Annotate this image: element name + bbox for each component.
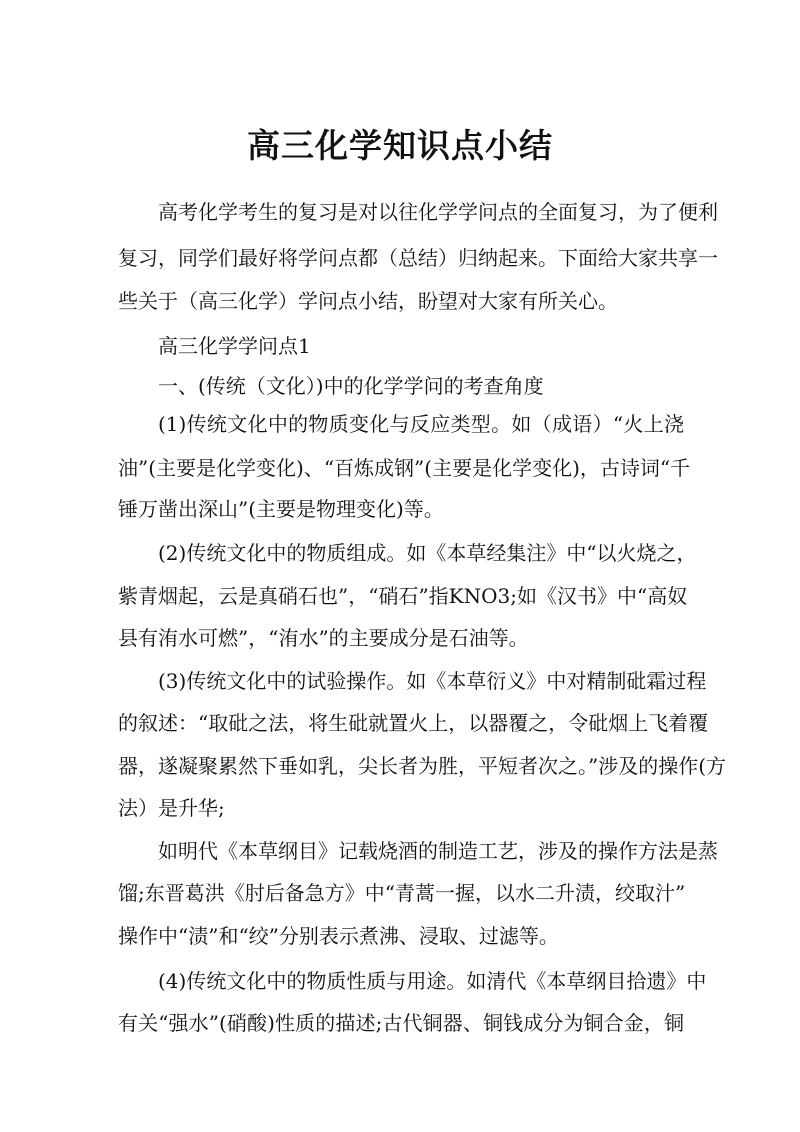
text-line: (3)传统文化中的试验操作。如《本草衍义》中对精制砒霜过程	[158, 669, 707, 693]
text-line: 馏;东晋葛洪《肘后备急方》中“青蒿一握，以水二升渍，绞取汁”	[118, 881, 686, 905]
text-line: 法）是升华;	[118, 796, 225, 820]
text-line: 些关于（高三化学）学问点小结，盼望对大家有所关心。	[118, 289, 618, 313]
text-line: 锤万凿出深山”(主要是物理变化)等。	[118, 497, 444, 521]
text-line: (4)传统文化中的物质性质与用途。如清代《本草纲目拾遗》中	[158, 969, 707, 993]
text-line: 紫青烟起，云是真硝石也”，“硝石”指KNO3;如《汉书》中“高奴	[118, 584, 688, 608]
text-line: 油”(主要是化学变化)、“百炼成钢”(主要是化学变化)，古诗词“千	[118, 456, 691, 480]
document-title: 高三化学知识点小结	[247, 126, 553, 165]
text-line: 县有洧水可燃”，“洧水”的主要成分是石油等。	[118, 626, 529, 650]
text-line: 器，遂凝聚累然下垂如乳，尖长者为胜，平短者次之。”涉及的操作(方	[118, 754, 727, 778]
subsection-heading: 一、(传统（文化）)中的化学学问的考查角度	[158, 374, 544, 398]
text-line: 操作中“渍”和“绞”分别表示煮沸、浸取、过滤等。	[118, 924, 559, 948]
text-line: 高考化学考生的复习是对以往化学学问点的全面复习，为了便利	[158, 200, 718, 224]
text-line: (1)传统文化中的物质变化与反应类型。如（成语）“火上浇	[158, 412, 684, 436]
text-line: 有关“强水”(硝酸)性质的描述;古代铜器、铜钱成分为铜合金，铜	[118, 1011, 684, 1035]
text-line: 复习，同学们最好将学问点都（总结）归纳起来。下面给大家共享一	[118, 246, 718, 270]
section-heading: 高三化学学问点1	[158, 334, 311, 358]
text-line: 的叙述：“取砒之法，将生砒就置火上，以器覆之，令砒烟上飞着覆	[118, 711, 709, 735]
text-line: (2)传统文化中的物质组成。如《本草经集注》中“以火烧之，	[158, 541, 697, 565]
text-line: 如明代《本草纲目》记载烧酒的制造工艺，涉及的操作方法是蒸	[158, 839, 718, 863]
